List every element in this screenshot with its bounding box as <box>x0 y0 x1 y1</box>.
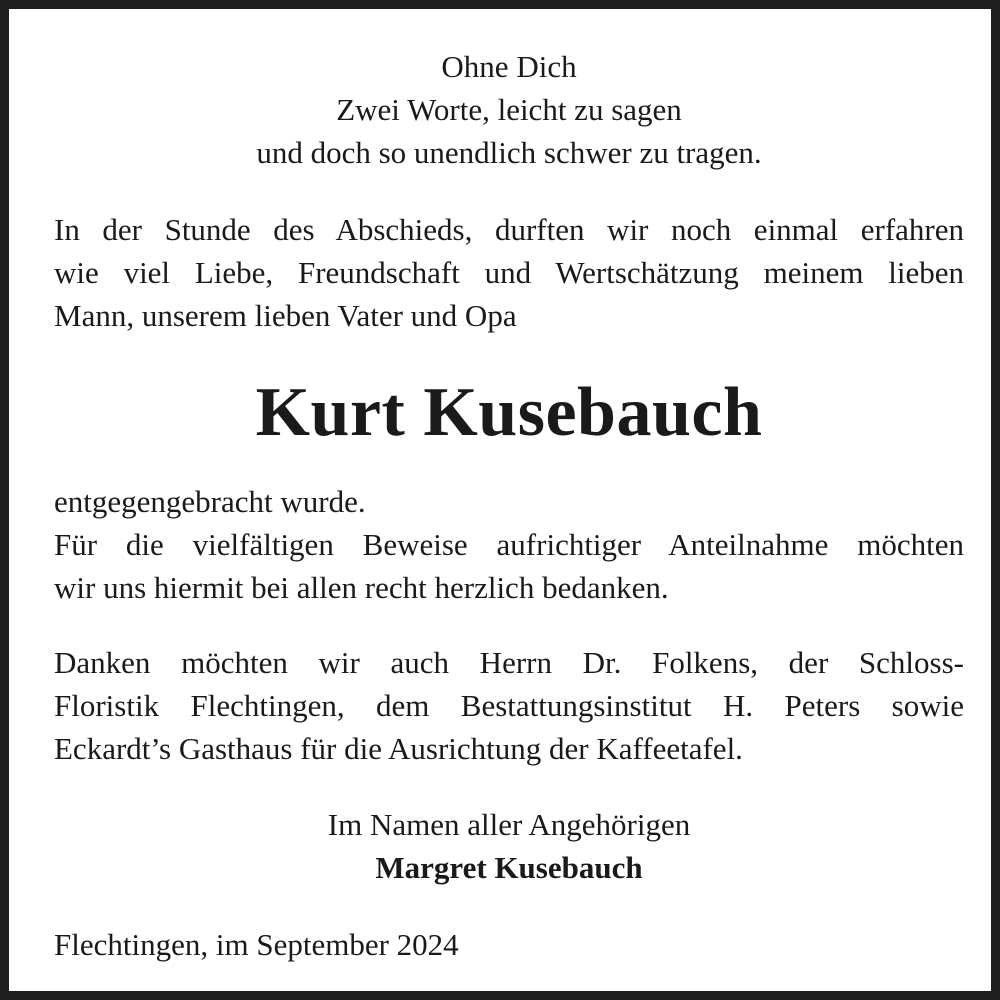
thanks-specific-line: Floristik Flechtingen, dem Bestattungsinstitut H. Peters sowie <box>54 688 964 723</box>
intro-line: In der Stunde des Abschieds, durften wir noch einmal erfahren <box>54 212 964 247</box>
intro-paragraph <box>54 208 964 337</box>
thanks-specific-line: Eckardt’s Gasthaus für die Ausrichtung der Kaffeetafel. <box>54 731 743 766</box>
on-behalf-text: Im Namen aller Angehörigen <box>327 807 691 842</box>
thanks-general-line: wir uns hiermit bei allen recht herzlich bedanken. <box>54 570 669 605</box>
poem-line: Zwei Worte, leicht zu sagen <box>336 92 682 127</box>
thanks-general-paragraph <box>54 480 964 609</box>
thanks-general-line: Für die vielfältigen Beweise aufrichtiger Anteilnahme möchten <box>54 527 964 562</box>
signature-block <box>54 803 964 889</box>
intro-line: Mann, unserem lieben Vater und Opa <box>54 298 517 333</box>
poem-line: Ohne Dich <box>441 49 577 84</box>
place-date: Flechtingen, im September 2024 <box>54 927 459 962</box>
poem-verse <box>54 45 964 174</box>
deceased-name: Kurt Kusebauch <box>255 374 763 451</box>
thanks-specific-paragraph <box>54 641 964 770</box>
signer-name: Margret Kusebauch <box>375 850 643 885</box>
thanks-general-line: entgegengebracht wurde. <box>54 484 366 519</box>
thanks-specific-line: Danken möchten wir auch Herrn Dr. Folkens, der Schloss- <box>54 645 964 680</box>
poem-line: und doch so unendlich schwer zu tragen. <box>256 135 762 170</box>
intro-line: wie viel Liebe, Freundschaft und Wertschätzung meinem lieben <box>54 255 964 290</box>
